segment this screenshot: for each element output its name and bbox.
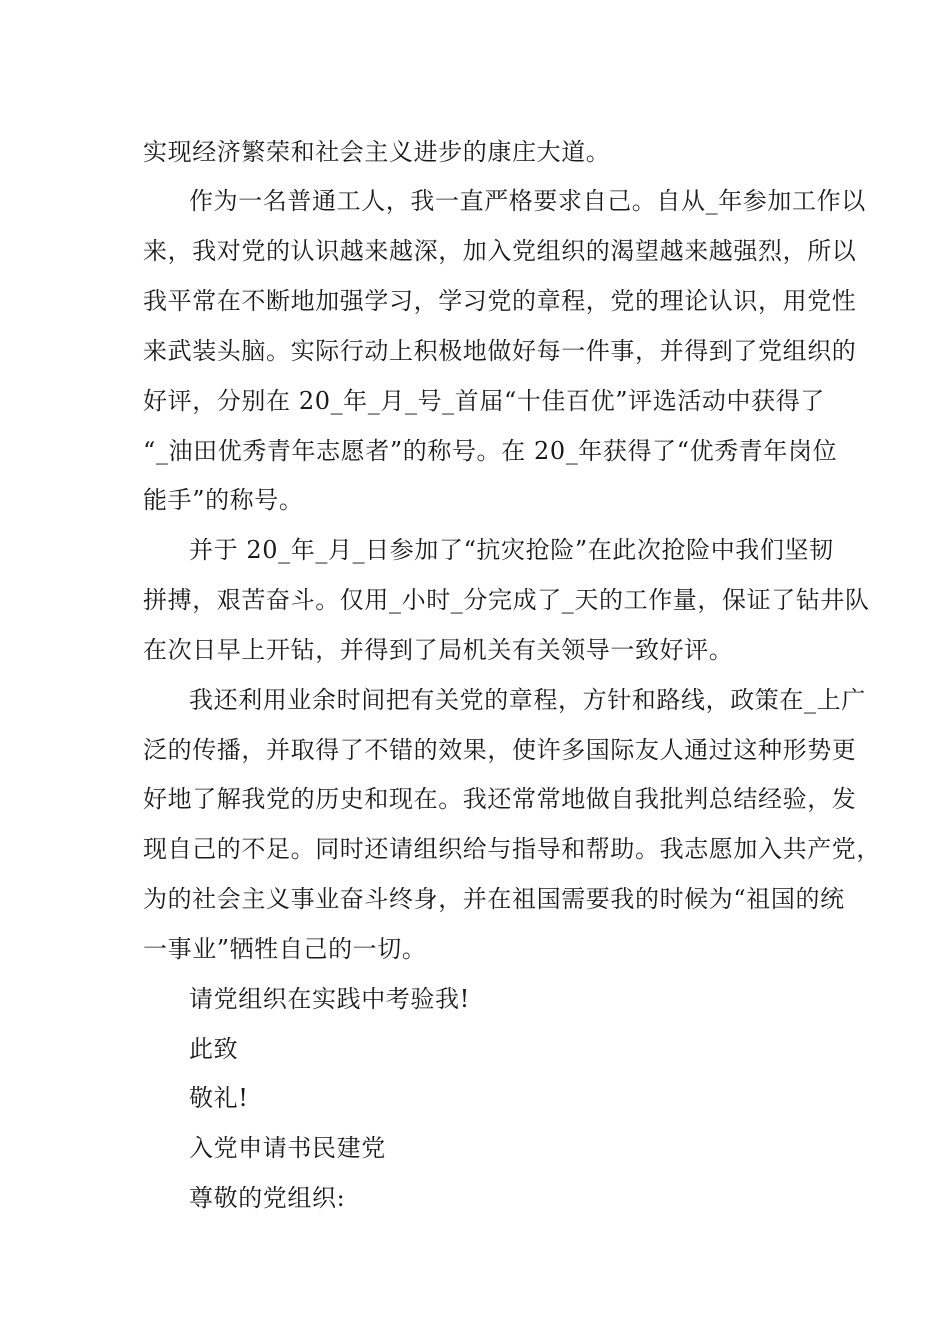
paragraph-start-line: 我还利用业余时间把有关党的章程，方针和路线，政策在_上广 [189, 686, 866, 714]
text-line: 来武装头脑。实际行动上积极地做好每一件事，并得到了党组织的 [143, 337, 857, 365]
salutation-line: 敬礼! [189, 1084, 249, 1112]
text-line: “_油田优秀青年志愿者”的称号。在 20_年获得了“优秀青年岗位 [143, 437, 838, 465]
salutation-line: 此致 [189, 1035, 239, 1063]
text-line: 为的社会主义事业奋斗终身，并在祖国需要我的时候为“祖国的统 [143, 885, 845, 913]
greeting-line: 尊敬的党组织: [189, 1184, 346, 1212]
text-line: 好地了解我党的历史和现在。我还常常地做自我批判总结经验，发 [143, 785, 857, 813]
text-line: 好评，分别在 20_年_月_号_首届“十佳百优”评选活动中获得了 [143, 387, 825, 415]
section-title: 入党申请书民建党 [189, 1134, 386, 1162]
paragraph-start-line: 并于 20_年_月_日参加了“抗灾抢险”在此次抢险中我们坚韧 [189, 536, 834, 564]
text-line: 来，我对党的认识越来越深，加入党组织的渴望越来越强烈，所以 [143, 237, 857, 265]
text-line: 我平常在不断地加强学习，学习党的章程，党的理论认识，用党性 [143, 287, 857, 315]
text-line: 泛的传播，并取得了不错的效果，使许多国际友人通过这种形势更 [143, 736, 857, 764]
closing-request: 请党组织在实践中考验我! [189, 985, 470, 1013]
text-line: 现自己的不足。同时还请组织给与指导和帮助。我志愿加入共产党， [143, 835, 881, 863]
text-line: 一事业”牺牲自己的一切。 [143, 935, 427, 963]
paragraph-start-line: 作为一名普通工人，我一直严格要求自己。自从_年参加工作以 [189, 187, 866, 215]
text-line: 实现经济繁荣和社会主义进步的康庄大道。 [143, 138, 611, 166]
text-line: 能手”的称号。 [143, 486, 304, 514]
text-line: 拼搏，艰苦奋斗。仅用_小时_分完成了_天的工作量，保证了钻井队 [143, 586, 870, 614]
text-line: 在次日早上开钻，并得到了局机关有关领导一致好评。 [143, 636, 734, 664]
